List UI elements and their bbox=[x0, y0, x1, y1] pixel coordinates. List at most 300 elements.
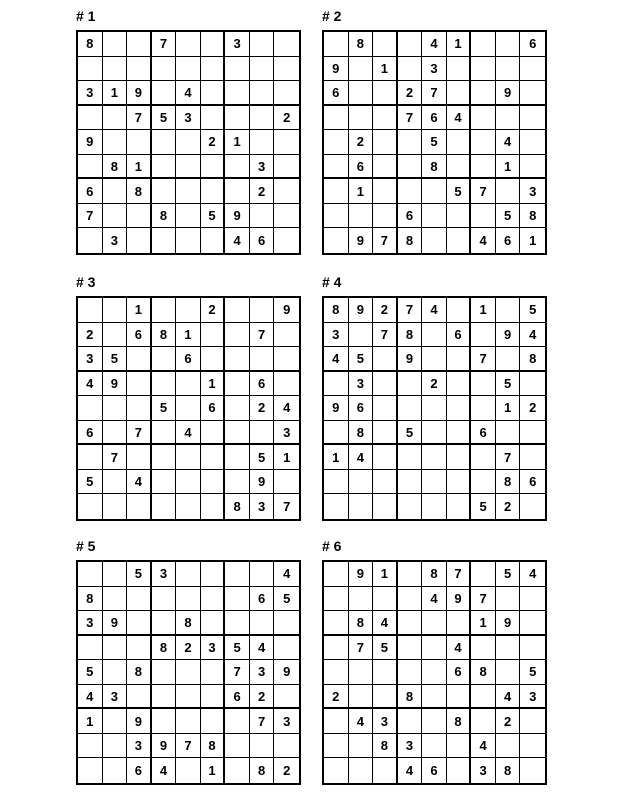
empty-cell[interactable] bbox=[496, 298, 521, 323]
empty-cell[interactable] bbox=[422, 396, 447, 421]
empty-cell[interactable] bbox=[422, 734, 447, 759]
empty-cell[interactable] bbox=[471, 130, 496, 155]
empty-cell[interactable] bbox=[201, 611, 226, 636]
given-cell: 4 bbox=[127, 470, 152, 495]
empty-cell[interactable] bbox=[225, 611, 250, 636]
empty-cell[interactable] bbox=[398, 660, 423, 685]
empty-cell[interactable] bbox=[152, 470, 177, 495]
empty-cell[interactable] bbox=[398, 562, 423, 587]
empty-cell[interactable] bbox=[520, 106, 545, 131]
empty-cell[interactable] bbox=[201, 660, 226, 685]
empty-cell[interactable] bbox=[201, 155, 226, 180]
empty-cell[interactable] bbox=[225, 470, 250, 495]
empty-cell[interactable] bbox=[127, 204, 152, 229]
empty-cell[interactable] bbox=[520, 421, 545, 446]
empty-cell[interactable] bbox=[471, 470, 496, 495]
empty-cell[interactable] bbox=[349, 106, 374, 131]
empty-cell[interactable] bbox=[250, 611, 275, 636]
empty-cell[interactable] bbox=[127, 32, 152, 57]
empty-cell[interactable] bbox=[422, 323, 447, 348]
empty-cell[interactable] bbox=[324, 636, 349, 661]
empty-cell[interactable] bbox=[152, 445, 177, 470]
empty-cell[interactable] bbox=[422, 660, 447, 685]
empty-cell[interactable] bbox=[127, 494, 152, 519]
empty-cell[interactable] bbox=[176, 562, 201, 587]
empty-cell[interactable] bbox=[520, 81, 545, 106]
empty-cell[interactable] bbox=[398, 130, 423, 155]
empty-cell[interactable] bbox=[152, 130, 177, 155]
empty-cell[interactable] bbox=[103, 758, 128, 783]
empty-cell[interactable] bbox=[152, 298, 177, 323]
empty-cell[interactable] bbox=[471, 32, 496, 57]
empty-cell[interactable] bbox=[520, 734, 545, 759]
empty-cell[interactable] bbox=[176, 709, 201, 734]
empty-cell[interactable] bbox=[127, 372, 152, 397]
empty-cell[interactable] bbox=[225, 372, 250, 397]
given-cell: 3 bbox=[201, 636, 226, 661]
empty-cell[interactable] bbox=[373, 685, 398, 710]
empty-cell[interactable] bbox=[274, 347, 299, 372]
empty-cell[interactable] bbox=[520, 130, 545, 155]
empty-cell[interactable] bbox=[274, 179, 299, 204]
empty-cell[interactable] bbox=[152, 228, 177, 253]
empty-cell[interactable] bbox=[422, 685, 447, 710]
empty-cell[interactable] bbox=[349, 685, 374, 710]
empty-cell[interactable] bbox=[373, 106, 398, 131]
empty-cell[interactable] bbox=[201, 32, 226, 57]
empty-cell[interactable] bbox=[274, 228, 299, 253]
empty-cell[interactable] bbox=[373, 32, 398, 57]
empty-cell[interactable] bbox=[373, 130, 398, 155]
empty-cell[interactable] bbox=[349, 660, 374, 685]
empty-cell[interactable] bbox=[274, 204, 299, 229]
empty-cell[interactable] bbox=[250, 734, 275, 759]
empty-cell[interactable] bbox=[324, 734, 349, 759]
empty-cell[interactable] bbox=[201, 709, 226, 734]
empty-cell[interactable] bbox=[225, 179, 250, 204]
empty-cell[interactable] bbox=[447, 204, 472, 229]
empty-cell[interactable] bbox=[176, 396, 201, 421]
empty-cell[interactable] bbox=[250, 204, 275, 229]
empty-cell[interactable] bbox=[274, 323, 299, 348]
empty-cell[interactable] bbox=[324, 130, 349, 155]
given-cell: 7 bbox=[250, 709, 275, 734]
empty-cell[interactable] bbox=[152, 57, 177, 82]
empty-cell[interactable] bbox=[201, 587, 226, 612]
empty-cell[interactable] bbox=[250, 421, 275, 446]
empty-cell[interactable] bbox=[152, 421, 177, 446]
empty-cell[interactable] bbox=[373, 587, 398, 612]
empty-cell[interactable] bbox=[398, 396, 423, 421]
empty-cell[interactable] bbox=[103, 734, 128, 759]
given-cell: 3 bbox=[250, 660, 275, 685]
empty-cell[interactable] bbox=[176, 660, 201, 685]
empty-cell[interactable] bbox=[349, 57, 374, 82]
empty-cell[interactable] bbox=[324, 372, 349, 397]
empty-cell[interactable] bbox=[225, 155, 250, 180]
empty-cell[interactable] bbox=[225, 709, 250, 734]
empty-cell[interactable] bbox=[349, 81, 374, 106]
empty-cell[interactable] bbox=[127, 396, 152, 421]
empty-cell[interactable] bbox=[422, 204, 447, 229]
empty-cell[interactable] bbox=[152, 179, 177, 204]
empty-cell[interactable] bbox=[349, 587, 374, 612]
empty-cell[interactable] bbox=[103, 323, 128, 348]
empty-cell[interactable] bbox=[274, 57, 299, 82]
empty-cell[interactable] bbox=[103, 660, 128, 685]
empty-cell[interactable] bbox=[447, 758, 472, 783]
given-cell: 9 bbox=[496, 323, 521, 348]
empty-cell[interactable] bbox=[373, 470, 398, 495]
empty-cell[interactable] bbox=[225, 298, 250, 323]
empty-cell[interactable] bbox=[127, 587, 152, 612]
empty-cell[interactable] bbox=[373, 445, 398, 470]
empty-cell[interactable] bbox=[324, 470, 349, 495]
empty-cell[interactable] bbox=[127, 130, 152, 155]
empty-cell[interactable] bbox=[103, 32, 128, 57]
empty-cell[interactable] bbox=[398, 494, 423, 519]
empty-cell[interactable] bbox=[225, 758, 250, 783]
empty-cell[interactable] bbox=[176, 685, 201, 710]
empty-cell[interactable] bbox=[398, 470, 423, 495]
empty-cell[interactable] bbox=[324, 228, 349, 253]
empty-cell[interactable] bbox=[349, 470, 374, 495]
empty-cell[interactable] bbox=[398, 57, 423, 82]
empty-cell[interactable] bbox=[324, 758, 349, 783]
empty-cell[interactable] bbox=[447, 470, 472, 495]
empty-cell[interactable] bbox=[176, 130, 201, 155]
empty-cell[interactable] bbox=[422, 445, 447, 470]
empty-cell[interactable] bbox=[201, 445, 226, 470]
empty-cell[interactable] bbox=[324, 32, 349, 57]
empty-cell[interactable] bbox=[225, 562, 250, 587]
empty-cell[interactable] bbox=[520, 758, 545, 783]
empty-cell[interactable] bbox=[520, 372, 545, 397]
empty-cell[interactable] bbox=[447, 155, 472, 180]
empty-cell[interactable] bbox=[520, 155, 545, 180]
empty-cell[interactable] bbox=[447, 228, 472, 253]
empty-cell[interactable] bbox=[471, 81, 496, 106]
empty-cell[interactable] bbox=[373, 81, 398, 106]
empty-cell[interactable] bbox=[103, 421, 128, 446]
empty-cell[interactable] bbox=[349, 758, 374, 783]
empty-cell[interactable] bbox=[127, 347, 152, 372]
empty-cell[interactable] bbox=[447, 298, 472, 323]
empty-cell[interactable] bbox=[152, 611, 177, 636]
empty-cell[interactable] bbox=[422, 179, 447, 204]
empty-cell[interactable] bbox=[422, 347, 447, 372]
empty-cell[interactable] bbox=[447, 494, 472, 519]
empty-cell[interactable] bbox=[324, 106, 349, 131]
empty-cell[interactable] bbox=[447, 734, 472, 759]
empty-cell[interactable] bbox=[349, 204, 374, 229]
empty-cell[interactable] bbox=[201, 421, 226, 446]
empty-cell[interactable] bbox=[201, 81, 226, 106]
empty-cell[interactable] bbox=[103, 562, 128, 587]
empty-cell[interactable] bbox=[176, 228, 201, 253]
empty-cell[interactable] bbox=[176, 470, 201, 495]
empty-cell[interactable] bbox=[447, 445, 472, 470]
empty-cell[interactable] bbox=[225, 396, 250, 421]
empty-cell[interactable] bbox=[324, 611, 349, 636]
empty-cell[interactable] bbox=[78, 228, 103, 253]
empty-cell[interactable] bbox=[225, 323, 250, 348]
empty-cell[interactable] bbox=[78, 106, 103, 131]
empty-cell[interactable] bbox=[103, 396, 128, 421]
empty-cell[interactable] bbox=[250, 130, 275, 155]
empty-cell[interactable] bbox=[78, 734, 103, 759]
empty-cell[interactable] bbox=[471, 636, 496, 661]
empty-cell[interactable] bbox=[274, 155, 299, 180]
empty-cell[interactable] bbox=[274, 32, 299, 57]
empty-cell[interactable] bbox=[201, 347, 226, 372]
empty-cell[interactable] bbox=[201, 179, 226, 204]
empty-cell[interactable] bbox=[127, 228, 152, 253]
empty-cell[interactable] bbox=[373, 179, 398, 204]
empty-cell[interactable] bbox=[201, 562, 226, 587]
empty-cell[interactable] bbox=[496, 660, 521, 685]
empty-cell[interactable] bbox=[225, 81, 250, 106]
empty-cell[interactable] bbox=[250, 57, 275, 82]
empty-cell[interactable] bbox=[496, 421, 521, 446]
empty-cell[interactable] bbox=[422, 494, 447, 519]
empty-cell[interactable] bbox=[201, 323, 226, 348]
puzzle-title: # 3 bbox=[76, 274, 96, 290]
empty-cell[interactable] bbox=[78, 155, 103, 180]
given-cell: 8 bbox=[103, 155, 128, 180]
empty-cell[interactable] bbox=[447, 372, 472, 397]
empty-cell[interactable] bbox=[373, 421, 398, 446]
empty-cell[interactable] bbox=[324, 421, 349, 446]
empty-cell[interactable] bbox=[225, 587, 250, 612]
empty-cell[interactable] bbox=[373, 155, 398, 180]
empty-cell[interactable] bbox=[201, 228, 226, 253]
empty-cell[interactable] bbox=[176, 494, 201, 519]
empty-cell[interactable] bbox=[78, 396, 103, 421]
empty-cell[interactable] bbox=[274, 734, 299, 759]
empty-cell[interactable] bbox=[250, 106, 275, 131]
empty-cell[interactable] bbox=[349, 734, 374, 759]
empty-cell[interactable] bbox=[225, 57, 250, 82]
empty-cell[interactable] bbox=[152, 660, 177, 685]
empty-cell[interactable] bbox=[349, 323, 374, 348]
empty-cell[interactable] bbox=[324, 660, 349, 685]
empty-cell[interactable] bbox=[471, 57, 496, 82]
empty-cell[interactable] bbox=[176, 32, 201, 57]
empty-cell[interactable] bbox=[78, 298, 103, 323]
empty-cell[interactable] bbox=[324, 204, 349, 229]
empty-cell[interactable] bbox=[176, 758, 201, 783]
empty-cell[interactable] bbox=[324, 179, 349, 204]
given-cell: 8 bbox=[127, 179, 152, 204]
empty-cell[interactable] bbox=[496, 32, 521, 57]
empty-cell[interactable] bbox=[274, 81, 299, 106]
empty-cell[interactable] bbox=[447, 396, 472, 421]
empty-cell[interactable] bbox=[471, 323, 496, 348]
empty-cell[interactable] bbox=[447, 347, 472, 372]
empty-cell[interactable] bbox=[274, 685, 299, 710]
given-cell: 8 bbox=[496, 758, 521, 783]
empty-cell[interactable] bbox=[447, 57, 472, 82]
empty-cell[interactable] bbox=[520, 709, 545, 734]
empty-cell[interactable] bbox=[225, 445, 250, 470]
empty-cell[interactable] bbox=[250, 32, 275, 57]
empty-cell[interactable] bbox=[496, 636, 521, 661]
empty-cell[interactable] bbox=[496, 57, 521, 82]
empty-cell[interactable] bbox=[176, 179, 201, 204]
empty-cell[interactable] bbox=[373, 660, 398, 685]
empty-cell[interactable] bbox=[496, 587, 521, 612]
empty-cell[interactable] bbox=[103, 204, 128, 229]
empty-cell[interactable] bbox=[324, 587, 349, 612]
empty-cell[interactable] bbox=[176, 155, 201, 180]
empty-cell[interactable] bbox=[152, 347, 177, 372]
empty-cell[interactable] bbox=[274, 130, 299, 155]
empty-cell[interactable] bbox=[274, 470, 299, 495]
empty-cell[interactable] bbox=[225, 421, 250, 446]
empty-cell[interactable] bbox=[324, 709, 349, 734]
empty-cell[interactable] bbox=[422, 709, 447, 734]
empty-cell[interactable] bbox=[103, 57, 128, 82]
empty-cell[interactable] bbox=[176, 372, 201, 397]
empty-cell[interactable] bbox=[78, 758, 103, 783]
empty-cell[interactable] bbox=[176, 445, 201, 470]
given-cell: 7 bbox=[250, 323, 275, 348]
empty-cell[interactable] bbox=[324, 562, 349, 587]
empty-cell[interactable] bbox=[471, 685, 496, 710]
empty-cell[interactable] bbox=[127, 611, 152, 636]
empty-cell[interactable] bbox=[398, 179, 423, 204]
empty-cell[interactable] bbox=[176, 298, 201, 323]
empty-cell[interactable] bbox=[103, 106, 128, 131]
empty-cell[interactable] bbox=[250, 81, 275, 106]
empty-cell[interactable] bbox=[274, 636, 299, 661]
empty-cell[interactable] bbox=[250, 562, 275, 587]
empty-cell[interactable] bbox=[373, 204, 398, 229]
empty-cell[interactable] bbox=[103, 470, 128, 495]
empty-cell[interactable] bbox=[422, 611, 447, 636]
empty-cell[interactable] bbox=[373, 347, 398, 372]
empty-cell[interactable] bbox=[471, 562, 496, 587]
empty-cell[interactable] bbox=[496, 347, 521, 372]
empty-cell[interactable] bbox=[520, 636, 545, 661]
empty-cell[interactable] bbox=[471, 396, 496, 421]
empty-cell[interactable] bbox=[373, 758, 398, 783]
empty-cell[interactable] bbox=[520, 57, 545, 82]
empty-cell[interactable] bbox=[398, 32, 423, 57]
empty-cell[interactable] bbox=[496, 734, 521, 759]
empty-cell[interactable] bbox=[103, 298, 128, 323]
given-cell: 6 bbox=[520, 470, 545, 495]
empty-cell[interactable] bbox=[152, 494, 177, 519]
empty-cell[interactable] bbox=[398, 611, 423, 636]
empty-cell[interactable] bbox=[152, 155, 177, 180]
empty-cell[interactable] bbox=[201, 494, 226, 519]
empty-cell[interactable] bbox=[373, 494, 398, 519]
empty-cell[interactable] bbox=[201, 685, 226, 710]
empty-cell[interactable] bbox=[398, 587, 423, 612]
empty-cell[interactable] bbox=[103, 179, 128, 204]
empty-cell[interactable] bbox=[496, 106, 521, 131]
empty-cell[interactable] bbox=[373, 396, 398, 421]
empty-cell[interactable] bbox=[127, 685, 152, 710]
empty-cell[interactable] bbox=[496, 179, 521, 204]
empty-cell[interactable] bbox=[78, 636, 103, 661]
empty-cell[interactable] bbox=[152, 81, 177, 106]
empty-cell[interactable] bbox=[250, 347, 275, 372]
empty-cell[interactable] bbox=[78, 445, 103, 470]
empty-cell[interactable] bbox=[127, 57, 152, 82]
empty-cell[interactable] bbox=[422, 636, 447, 661]
empty-cell[interactable] bbox=[127, 636, 152, 661]
empty-cell[interactable] bbox=[447, 685, 472, 710]
empty-cell[interactable] bbox=[422, 228, 447, 253]
empty-cell[interactable] bbox=[447, 611, 472, 636]
empty-cell[interactable] bbox=[103, 494, 128, 519]
empty-cell[interactable] bbox=[152, 587, 177, 612]
empty-cell[interactable] bbox=[250, 298, 275, 323]
empty-cell[interactable] bbox=[176, 57, 201, 82]
empty-cell[interactable] bbox=[398, 636, 423, 661]
empty-cell[interactable] bbox=[471, 445, 496, 470]
empty-cell[interactable] bbox=[520, 494, 545, 519]
empty-cell[interactable] bbox=[398, 445, 423, 470]
empty-cell[interactable] bbox=[422, 421, 447, 446]
empty-cell[interactable] bbox=[201, 106, 226, 131]
empty-cell[interactable] bbox=[176, 587, 201, 612]
empty-cell[interactable] bbox=[152, 372, 177, 397]
empty-cell[interactable] bbox=[225, 106, 250, 131]
empty-cell[interactable] bbox=[471, 709, 496, 734]
empty-cell[interactable] bbox=[398, 155, 423, 180]
empty-cell[interactable] bbox=[471, 155, 496, 180]
empty-cell[interactable] bbox=[398, 372, 423, 397]
empty-cell[interactable] bbox=[78, 57, 103, 82]
empty-cell[interactable] bbox=[447, 130, 472, 155]
empty-cell[interactable] bbox=[520, 611, 545, 636]
empty-cell[interactable] bbox=[520, 445, 545, 470]
empty-cell[interactable] bbox=[447, 421, 472, 446]
empty-cell[interactable] bbox=[103, 636, 128, 661]
empty-cell[interactable] bbox=[176, 204, 201, 229]
empty-cell[interactable] bbox=[422, 470, 447, 495]
empty-cell[interactable] bbox=[324, 155, 349, 180]
empty-cell[interactable] bbox=[471, 106, 496, 131]
empty-cell[interactable] bbox=[398, 709, 423, 734]
empty-cell[interactable] bbox=[471, 372, 496, 397]
empty-cell[interactable] bbox=[103, 130, 128, 155]
empty-cell[interactable] bbox=[225, 734, 250, 759]
empty-cell[interactable] bbox=[152, 685, 177, 710]
empty-cell[interactable] bbox=[127, 445, 152, 470]
empty-cell[interactable] bbox=[78, 494, 103, 519]
empty-cell[interactable] bbox=[152, 709, 177, 734]
empty-cell[interactable] bbox=[201, 57, 226, 82]
empty-cell[interactable] bbox=[201, 470, 226, 495]
empty-cell[interactable] bbox=[520, 587, 545, 612]
empty-cell[interactable] bbox=[225, 347, 250, 372]
empty-cell[interactable] bbox=[78, 562, 103, 587]
empty-cell[interactable] bbox=[471, 204, 496, 229]
empty-cell[interactable] bbox=[274, 611, 299, 636]
empty-cell[interactable] bbox=[349, 494, 374, 519]
empty-cell[interactable] bbox=[103, 709, 128, 734]
empty-cell[interactable] bbox=[274, 372, 299, 397]
empty-cell[interactable] bbox=[447, 81, 472, 106]
empty-cell[interactable] bbox=[373, 372, 398, 397]
empty-cell[interactable] bbox=[324, 494, 349, 519]
empty-cell[interactable] bbox=[103, 587, 128, 612]
